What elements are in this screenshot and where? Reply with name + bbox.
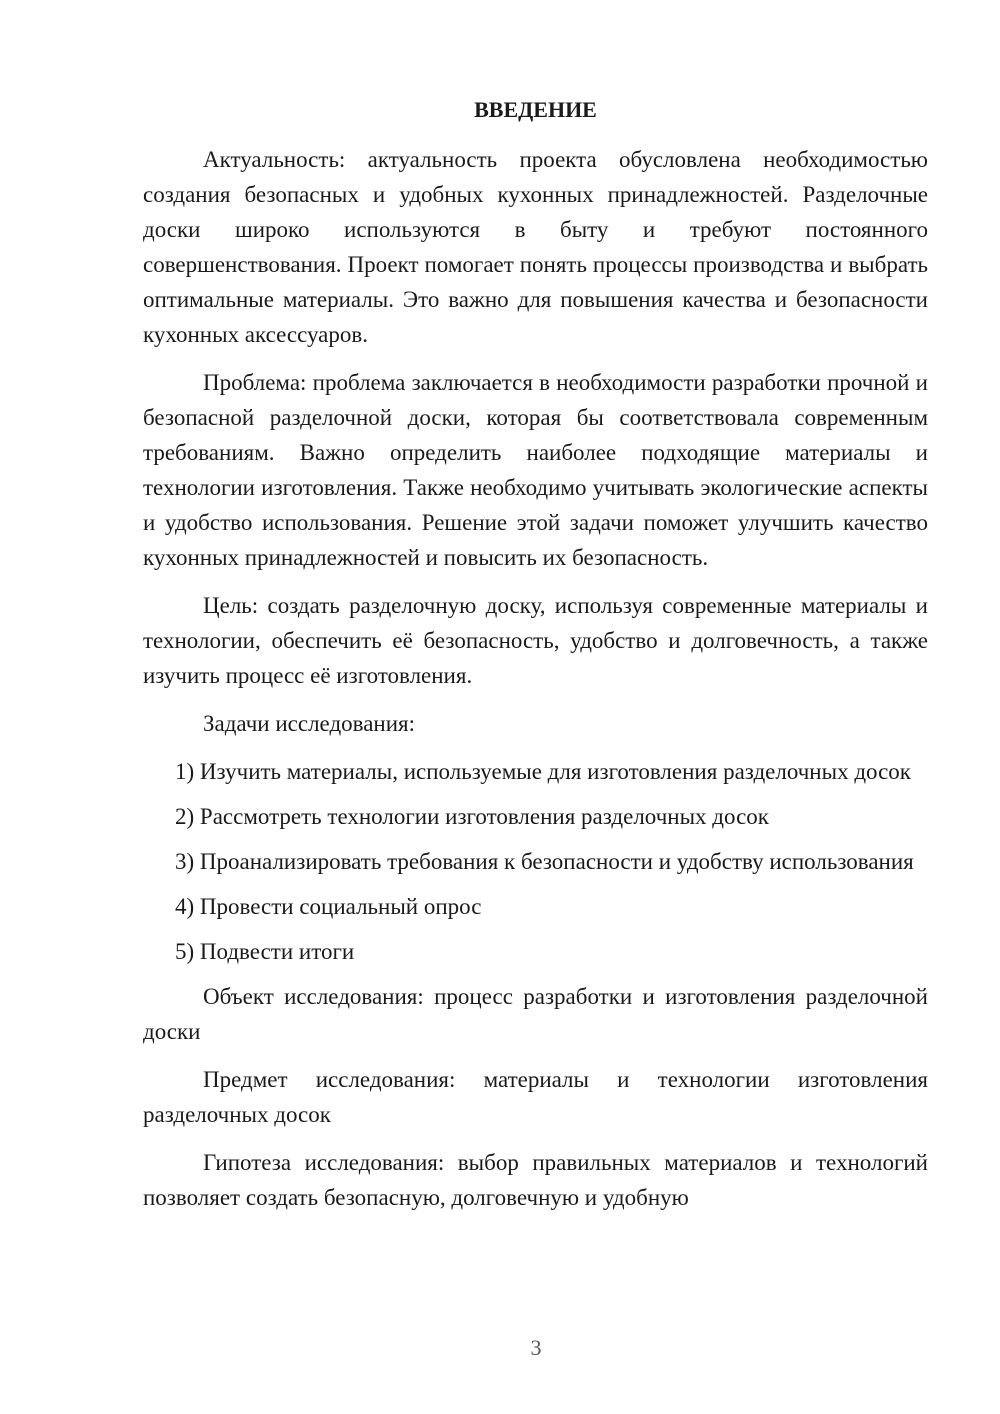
- problem-paragraph: Проблема: проблема заключается в необходимости разработки прочной и безопасной разделочной доски, которая бы соответствовала современным требованиям. Важно определить наиболее подходящие материалы и технологии изготовления. Также необходимо учитывать экологические аспекты и удобство использования. Решение этой задачи поможет улучшить качество кухонных принадлежностей и повысить их безопасность.: [143, 370, 928, 570]
- hypothesis-paragraph: Гипотеза исследования: выбор правильных материалов и технологий позволяет создать безопасную, долговечную и удобную: [143, 1150, 928, 1210]
- object-paragraph: Объект исследования: процесс разработки и изготовления разделочной доски: [143, 984, 928, 1044]
- list-item: 3) Проанализировать требования к безопасности и удобству использования: [175, 849, 914, 874]
- list-item: 1) Изучить материалы, используемые для изготовления разделочных досок: [175, 759, 911, 784]
- relevance-paragraph: Актуальность: актуальность проекта обусловлена необходимостью создания безопасных и удобных кухонных принадлежностей. Разделочные доски широко используются в быту и требуют постоянного совершенствования. Проект помогает понять процессы производства и выбрать оптимальные материалы. Это важно для повышения качества и безопасности кухонных аксессуаров.: [143, 147, 928, 347]
- list-item: 4) Провести социальный опрос: [175, 894, 482, 919]
- list-item: 2) Рассмотреть технологии изготовления разделочных досок: [175, 804, 769, 829]
- page-number: 3: [530, 1335, 542, 1360]
- goal-paragraph: Цель: создать разделочную доску, используя современные материалы и технологии, обеспечить её безопасность, удобство и долговечность, а также изучить процесс её изготовления.: [143, 593, 928, 688]
- tasks-heading: Задачи исследования:: [203, 711, 416, 736]
- page-title: ВВЕДЕНИЕ: [474, 97, 597, 122]
- list-item: 5) Подвести итоги: [175, 939, 355, 964]
- subject-paragraph: Предмет исследования: материалы и технологии изготовления разделочных досок: [143, 1067, 928, 1127]
- tasks-list: [143, 754, 928, 969]
- page-content: [143, 92, 928, 1228]
